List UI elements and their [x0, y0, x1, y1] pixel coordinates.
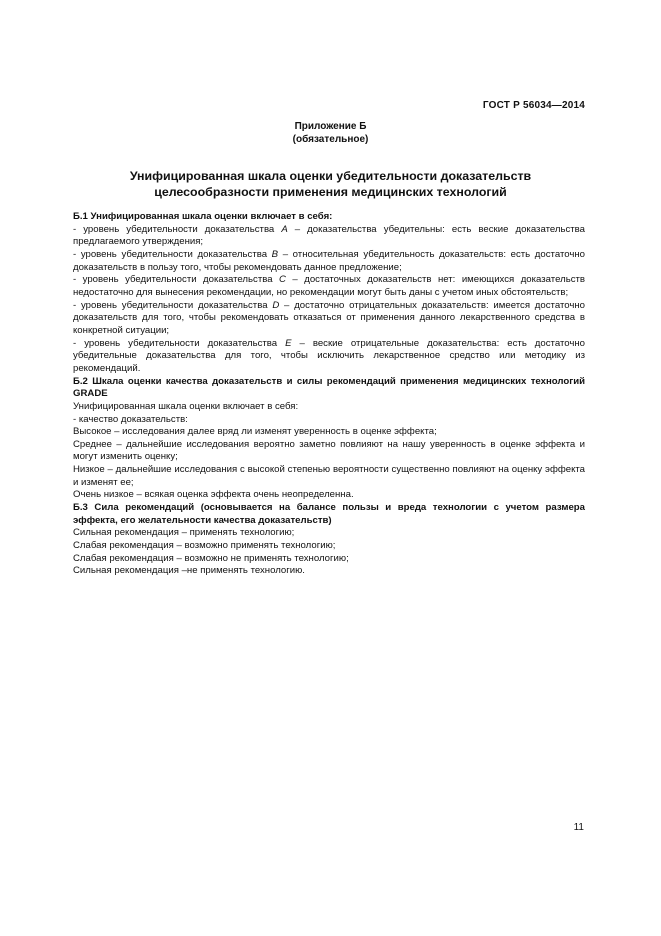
b1-item-a-pre: - уровень убедительности доказательства: [73, 223, 282, 235]
b1-item-c-letter: C: [279, 274, 286, 286]
title-line-2: целесообразности применения медицинских технологий: [154, 184, 507, 199]
b1-item-e-letter: E: [285, 337, 292, 349]
b2-line: Среднее – дальнейшие исследования вероятно заметно повлияют на нашу уверенность в оценке эффекта и могут изменить оценку;: [73, 438, 585, 463]
section-b2-heading: Б.2 Шкала оценки качества доказательств и силы рекомендаций применения медицинских технологий GRADE: [73, 375, 585, 400]
b1-item-b-post: – относительная убедительность доказательств: есть достаточно доказательств в пользу того, чтобы рекомендовать данное предложение;: [73, 248, 585, 273]
b3-line: Сильная рекомендация – применять технологию;: [73, 527, 295, 539]
b1-item-d: [73, 300, 585, 338]
b1-item-e: [73, 338, 585, 376]
b1-item-a: [73, 224, 585, 249]
appendix-heading: [0, 121, 661, 146]
b1-item-a-letter: A: [281, 223, 288, 235]
b1-item-c-pre: - уровень убедительности доказательства: [73, 274, 280, 286]
section-b1-heading: Б.1 Унифицированная шкала оценки включает в себя:: [73, 211, 333, 222]
section-b3-heading: Б.3 Сила рекомендаций (основывается на балансе пользы и вреда технологии с учетом размера эффекта, его желательности качества доказательств): [73, 502, 585, 526]
b3-line: Сильная рекомендация –не применять технологию.: [73, 565, 305, 577]
b2-line: Низкое – дальнейшие исследования с высокой степенью вероятности существенно повлияют на оценку эффекта и изменят ее;: [73, 464, 585, 488]
b1-item-b-letter: B: [271, 248, 279, 260]
b1-item-a-post: – доказательства убедительны: есть веские доказательства предлагаемого утверждения;: [73, 223, 585, 248]
document-body: [73, 211, 585, 578]
b1-item-c-post: – достаточных доказательств нет: имеющихся доказательств недостаточно для вынесения рекомендации, но рекомендации могут быть даны с учетом иных обстоятельств;: [73, 274, 585, 298]
b1-item-e-pre: - уровень убедительности доказательства: [73, 337, 286, 349]
document-title: [60, 169, 601, 200]
b2-line: - качество доказательств:: [73, 413, 188, 425]
b2-line: Высокое – исследования далее вряд ли изменят уверенность в оценке эффекта;: [73, 426, 437, 438]
b3-line: Слабая рекомендация – возможно не применять технологию;: [73, 552, 349, 564]
b3-line: Слабая рекомендация – возможно применять технологию;: [73, 540, 336, 552]
b2-line: Унифицированная шкала оценки включает в себя:: [73, 400, 299, 412]
b1-item-b: [73, 249, 585, 274]
b1-item-d-pre: - уровень убедительности доказательства: [73, 299, 273, 311]
b1-item-c: [73, 274, 585, 299]
b1-item-d-post: – достаточно отрицательных доказательств: имеется достаточно доказательств для того, чтобы рекомендовать отказаться от применения данного лекарственного средства в конкретной ситуации;: [73, 299, 585, 336]
page-number: 11: [573, 822, 584, 833]
b1-item-d-letter: D: [272, 299, 280, 311]
appendix-label: Приложение Б: [294, 121, 367, 132]
b1-item-e-post: – веские отрицательные доказательства: есть достаточно убедительные доказательства для того, чтобы исключить лекарственное средство или методику из рекомендаций.: [73, 337, 585, 374]
appendix-status: (обязательное): [292, 133, 369, 145]
standard-number: ГОСТ Р 56034—2014: [482, 100, 585, 111]
title-line-1: Унифицированная шкала оценки убедительности доказательств: [129, 169, 532, 183]
b1-item-b-pre: - уровень убедительности доказательства: [73, 248, 272, 260]
b2-line: Очень низкое – всякая оценка эффекта очень неопределенна.: [73, 489, 354, 501]
